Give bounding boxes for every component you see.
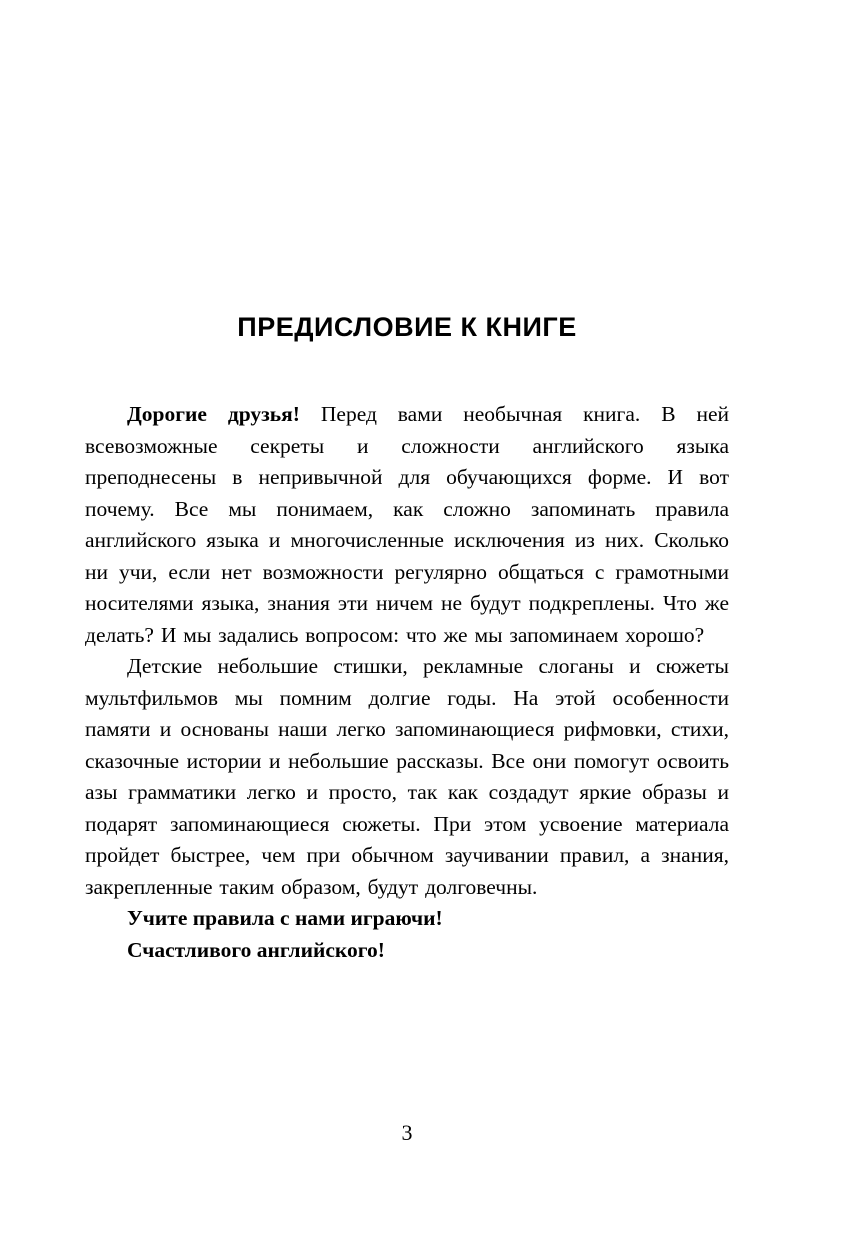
paragraph-lead-bold: Дорогие друзья! [127, 402, 300, 426]
paragraph [85, 399, 729, 651]
page-number: 3 [401, 1120, 413, 1145]
paragraph-text: Детские небольшие стишки, рекламные слоганы и сюжеты мультфильмов мы помним долгие годы. На этой особенности памяти и основаны наши легко запоминающиеся рифмовки, стихи, сказочные истории и небольшие рассказы. Все они помогут освоить азы грамматики легко и просто, так как создадут яркие образы и подарят запоминающиеся сюжеты. При этом усвоение материала пройдет быстрее, чем при обычном заучивании правил, а знания, закрепленные таким образом, будут долговечны. [85, 654, 729, 899]
paragraph-text: Перед вами необычная книга. В ней всевозможные секреты и сложности английского языка преподнесены в непривычной для обучающихся форме. И вот почему. Все мы понимаем, как сложно запоминать правила английского языка и многочисленные исключения из них. Сколько ни учи, если нет возможности регулярно общаться с грамотными носителями языка, знания эти ничем не будут подкреплены. Что же делать? И мы задались вопросом: что же мы запоминаем хорошо? [85, 402, 730, 647]
page-title: ПРЕДИСЛОВИЕ К КНИГЕ [237, 312, 577, 342]
closing-bold-line: Учите правила с нами играючи! [127, 906, 443, 930]
closing-bold-line: Счастливого английского! [127, 937, 385, 962]
paragraph [85, 651, 729, 903]
